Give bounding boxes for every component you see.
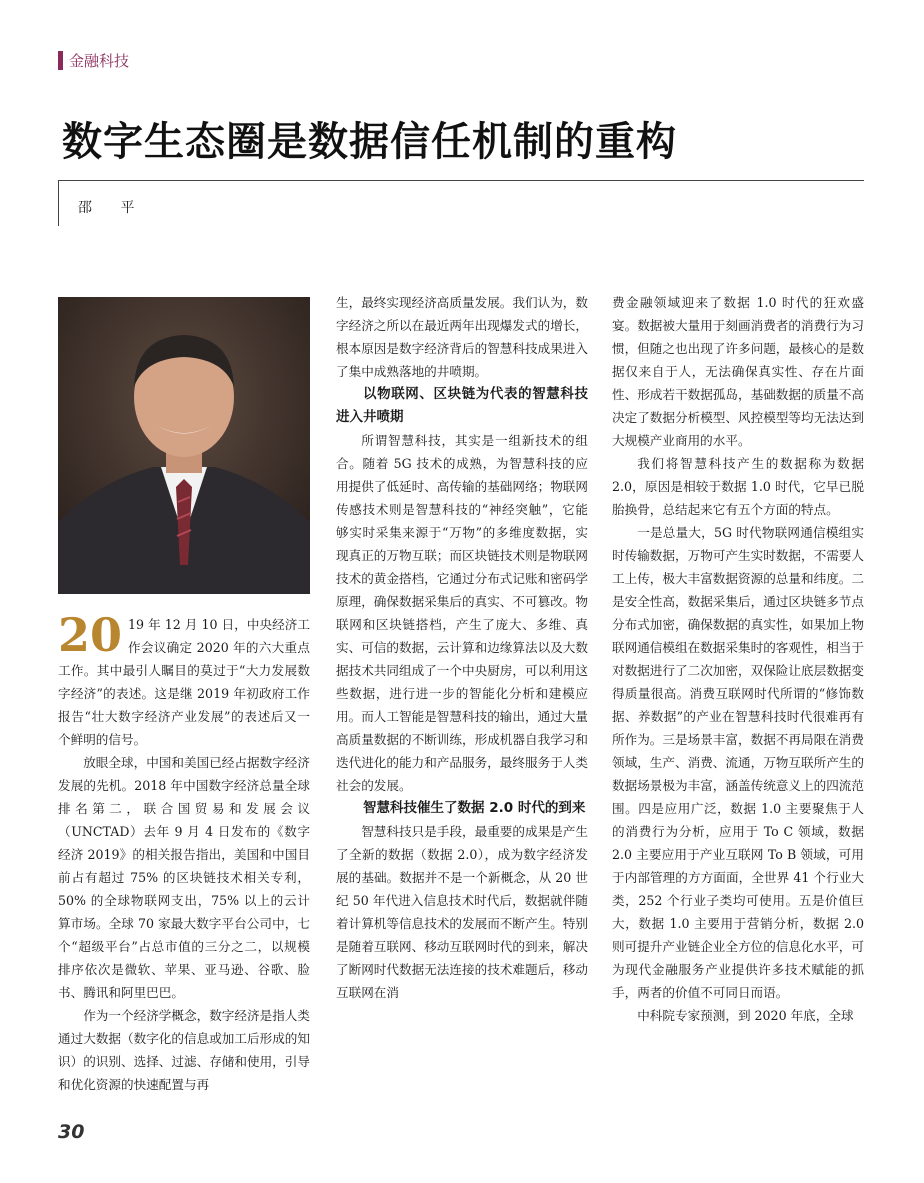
paragraph: 所谓智慧科技，其实是一组新技术的组合。随着 5G 技术的成熟，为智慧科技的应用提供了低延时、高传输的基础网络；物联网传感技术则是智慧科技的“神经突触”，它能够实时采集来源于“万物”的多维度数据，实现真正的万物互联；而区块链技术则是物联网技术的黄金搭档，它通过分布式记账和密码学原理，确保数据采集后的真实、不可篡改。物联网和区块链搭档，产生了庞大、多维、真实、可信的数据，云计算和边缘算法以及大数据技术共同组成了一个中央厨房，可以利用这些数据，进行进一步的智能化分析和建模应用。而人工智能是智慧科技的输出，通过大量高质量数据的不断训练，形成机器自我学习和迭代进化的能力和产品服务，最终服务于人类社会的发展。 [336, 433, 588, 793]
dropcap: 20 [58, 608, 123, 662]
section-tag [58, 50, 129, 70]
article-title: 数字生态圈是数据信任机制的重构 [62, 119, 677, 165]
section-label: 金融科技 [69, 51, 130, 70]
paragraph: 生，最终实现经济高质量发展。我们认为，数字经济之所以在最近两年出现爆发式的增长，根本原因是数字经济背后的智慧科技成果进入了集中成熟落地的井喷期。 [336, 295, 588, 379]
paragraph: 作为一个经济学概念，数字经济是指人类通过大数据（数字化的信息或加工后形成的知识）的识别、选择、过滤、存储和使用，引导和优化资源的快速配置与再 [58, 1008, 310, 1092]
paragraph-lead-text: 19 年 12 月 10 日，中央经济工作会议确定 2020 年的六大重点工作。其中最引人瞩目的莫过于“大力发展数字经济”的表述。这是继 2019 年初政府工作报告“壮大数字经济产业发展”的表述后又一个鲜明的信号。 [58, 617, 310, 747]
page-number: 30 [58, 1121, 85, 1143]
text-column-3 [612, 291, 864, 1027]
paragraph-lead [58, 608, 310, 751]
author-divider [58, 180, 59, 226]
paragraph: 智慧科技只是手段，最重要的成果是产生了全新的数据（数据 2.0），成为数字经济发展的基础。数据并不是一个新概念，从 20 世纪 50 年代进入信息技术时代后，数据就伴随着计算机等信息技术的发展而不断产生。特别是随着互联网、移动互联网时代的到来，解决了断网时代数据无法连接的技术难题后，移动互联网在消 [336, 824, 588, 1000]
subheading: 智慧科技催生了数据 2.0 时代的到来 [363, 800, 586, 816]
subheading: 以物联网、区块链为代表的智慧科技进入井喷期 [336, 386, 588, 425]
text-column-1 [58, 608, 310, 1096]
paragraph: 费金融领域迎来了数据 1.0 时代的狂欢盛宴。数据被大量用于刻画消费者的消费行为习惯，但随之也出现了许多问题，最核心的是数据仅来自于人，无法确保真实性、存在片面性、形成若干数据孤岛，基础数据的质量不高决定了数据分析模型、风控模型等均无法达到大规模产业商用的水平。 [612, 295, 864, 448]
paragraph: 一是总量大，5G 时代物联网通信模组实时传输数据，万物可产生实时数据，不需要人工上传，极大丰富数据资源的总量和纬度。二是安全性高，数据采集后，通过区块链多节点分布式加密，确保数据的真实性，如果加上物联网通信模组在数据采集时的客观性，相当于对数据进行了二次加密，双保险让底层数据变得质量很高。消费互联网时代所谓的“修饰数据、养数据”的产业在智慧科技时代很难再有所作为。三是场景丰富，数据不再局限在消费领域，生产、消费、流通，万物互联所产生的数据场景极为丰富，涵盖传统意义上的四流范围。四是应用广泛，数据 1.0 主要聚焦于人的消费行为分析，应用于 To C 领域，数据 2.0 主要应用于产业互联网 To B 领域，可用于内部管理的方方面面，全世界 41 个行业大类，252 个行业子类均可使用。五是价值巨大，数据 1.0 主要用于营销分析，数据 2.0 则可提升产业链企业全方位的信息化水平，可为现代金融服务产业提供许多技术赋能的抓手，两者的价值不可同日而语。 [612, 525, 864, 1000]
paragraph: 放眼全球，中国和美国已经占据数字经济发展的先机。2018 年中国数字经济总量全球排名第二，联合国贸易和发展会议（UNCTAD）去年 9 月 4 日发布的《数字经济 2019》的相关报告指出，美国和中国目前占有超过 75% 的区块链技术相关专利，50% 的全球物联网支出，75% 以上的云计算市场。全球 70 家最大数字平台公司中，七个“超级平台”占总市值的三分之二，以规模排序依次是微软、苹果、亚马逊、谷歌、脸书、腾讯和阿里巴巴。 [58, 755, 310, 1000]
paragraph: 中科院专家预测，到 2020 年底，全球 [637, 1008, 854, 1023]
text-column-2 [336, 291, 588, 1004]
section-bar [58, 51, 63, 70]
author-photo [58, 297, 310, 594]
portrait-illustration [58, 297, 310, 594]
paragraph: 我们将智慧科技产生的数据称为数据 2.0，原因是相较于数据 1.0 时代，它早已脱胎换骨，总结起来它有五个方面的特点。 [612, 456, 864, 517]
author-name: 邵 平 [78, 200, 147, 216]
title-divider [58, 180, 864, 181]
